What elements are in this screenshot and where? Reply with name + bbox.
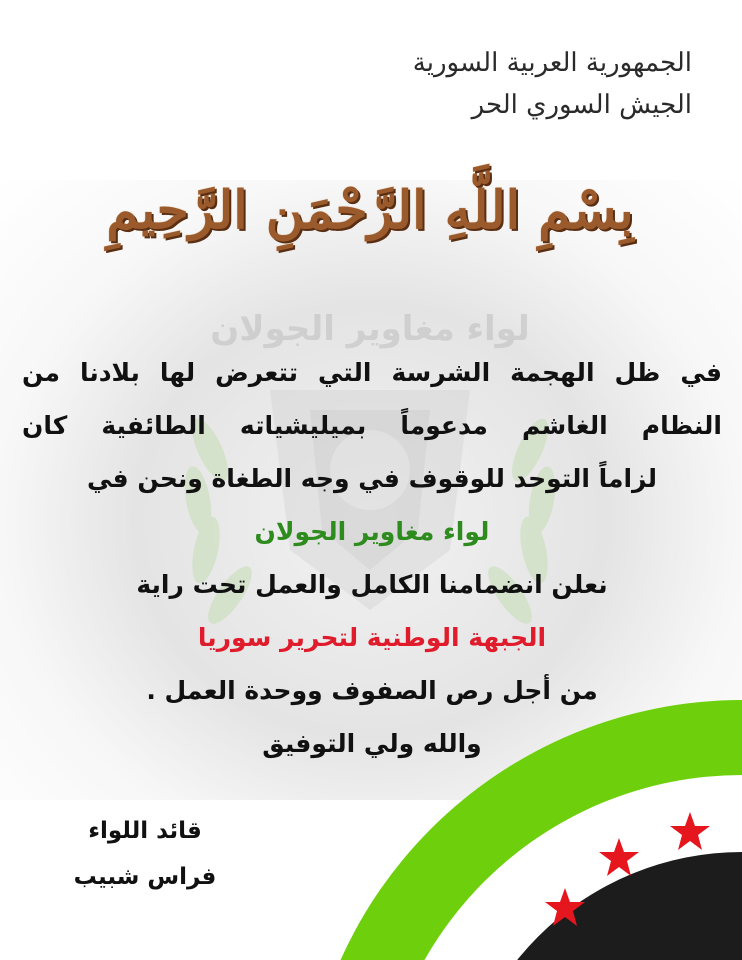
watermark-title: لواء مغاوير الجولان (210, 309, 530, 349)
statement-line-2: النظام الغاشم مدعوماً بميليشياته الطائفية كان (22, 411, 722, 440)
republic-name: الجمهورية العربية السورية (412, 48, 692, 78)
signature-name: فراس شبيب (73, 864, 217, 890)
brigade-name: لواء مغاوير الجولان (254, 517, 490, 546)
statement-line-7: من أجل رص الصفوف ووحدة العمل . (146, 676, 598, 705)
closing-prayer: والله ولي التوفيق (262, 729, 482, 758)
army-name: الجيش السوري الحر (471, 90, 692, 120)
basmala-calligraphy: بِسْمِ اللَّهِ الرَّحْمَنِ الرَّحِيمِ (106, 180, 634, 241)
statement-line-5: نعلن انضمامنا الكامل والعمل تحت راية (136, 570, 608, 599)
front-name: الجبهة الوطنية لتحرير سوريا (197, 623, 547, 652)
signature-title: قائد اللواء (88, 818, 202, 844)
statement-line-1: في ظل الهجمة الشرسة التي تتعرض لها بلادنا من (22, 358, 722, 387)
statement-line-3: لزاماً التوحد للوقوف في وجه الطغاة ونحن في (87, 464, 657, 493)
